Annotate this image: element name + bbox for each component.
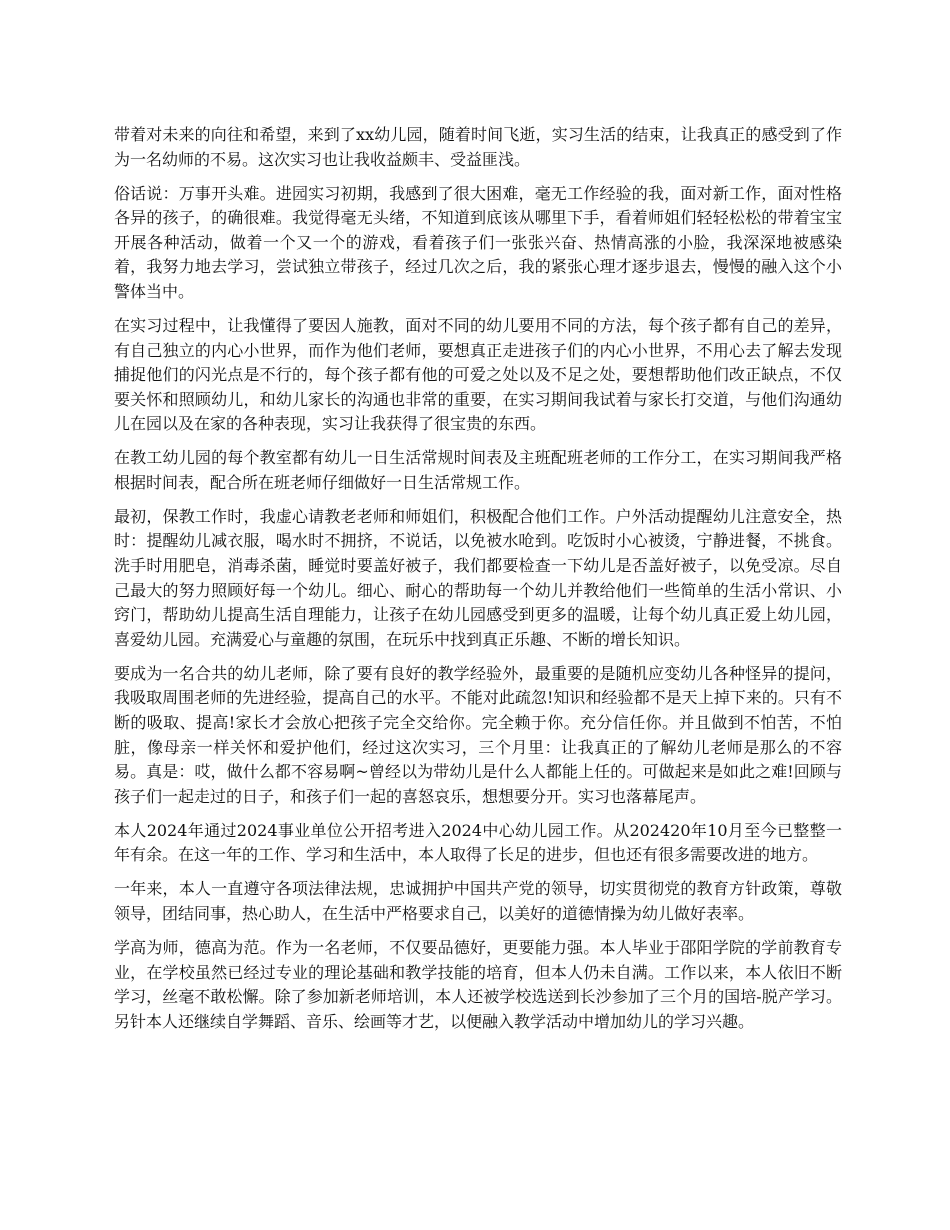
paragraph-8: 一年来，本人一直遵守各项法律法规，忠诚拥护中国共产党的领导，切实贯彻党的教育方针政策，尊敬领导，团结同事，热心助人，在生活中严格要求自己，以美好的道德情操为幼儿做好表率。 bbox=[114, 879, 842, 923]
paragraph-1: 带着对未来的向往和希望，来到了xx幼儿园，随着时间飞逝，实习生活的结束，让我真正的感受到了作为一名幼师的不易。这次实习也让我收益颇丰、受益匪浅。 bbox=[114, 125, 842, 169]
paragraph-2: 俗话说：万事开头难。进园实习初期，我感到了很大困难，毫无工作经验的我，面对新工作，面对性格各异的孩子，的确很难。我觉得毫无头绪，不知道到底该从哪里下手，看着师姐们轻轻松松的带着宝宝开展各种活动，做着一个又一个的游戏，看着孩子们一张张兴奋、热情高涨的小脸，我深深地被感染着，我努力地去学习，尝试独立带孩子，经过几次之后，我的紧张心理才逐步退去，慢慢的融入这个小警体当中。 bbox=[114, 183, 842, 301]
paragraph-3: 在实习过程中，让我懂得了要因人施教，面对不同的幼儿要用不同的方法，每个孩子都有自己的差异，有自己独立的内心小世界，而作为他们老师，要想真正走进孩子们的内心小世界，不用心去了解去发现捕捉他们的闪光点是不行的，每个孩子都有他的可爱之处以及不足之处，要想帮助他们改正缺点，不仅要关怀和照顾幼儿，和幼儿家长的沟通也非常的重要，在实习期间我试着与家长打交道，与他们沟通幼儿在园以及在家的各种表现，实习让我获得了很宝贵的东西。 bbox=[114, 315, 842, 434]
paragraph-5: 最初，保教工作时，我虚心请教老老师和师姐们，积极配合他们工作。户外活动提醒幼儿注意安全，热时：提醒幼儿减衣服，喝水时不拥挤，不说话，以免被水呛到。吃饭时小心被烫，宁静进餐，不挑食。洗手时用肥皂，消毒杀菌，睡觉时要盖好被子，我们都要检查一下幼儿是否盖好被子，以免受凉。尽自己最大的努力照顾好每一个幼儿。细心、耐心的帮助每一个幼儿并教给他们一些简单的生活小常识、小窍门，帮助幼儿提高生活自理能力，让孩子在幼儿园感受到更多的温暖，让每个幼儿真正爱上幼儿园，喜爱幼儿园。充满爱心与童趣的氛围，在玩乐中找到真正乐趣、不断的增长知识。 bbox=[114, 506, 842, 649]
paragraph-4: 在教工幼儿园的每个教室都有幼儿一日生活常规时间表及主班配班老师的工作分工，在实习期间我严格根据时间表，配合所在班老师仔细做好一日生活常规工作。 bbox=[114, 448, 842, 492]
paragraph-9: 学高为师，德高为范。作为一名老师，不仅要品德好，更要能力强。本人毕业于邵阳学院的学前教育专业，在学校虽然已经过专业的理论基础和教学技能的培育，但本人仍未自满。工作以来，本人依旧不断学习，丝毫不敢松懈。除了参加新老师培训，本人还被学校选送到长沙参加了三个月的国培-脱产学习。另针本人还继续自学舞蹈、音乐、绘画等才艺，以便融入教学活动中增加幼儿的学习兴趣。 bbox=[114, 937, 842, 1031]
document-body bbox=[114, 123, 842, 1044]
paragraph-7: 本人2024年通过2024事业单位公开招考进入2024中心幼儿园工作。从202420年10月至今已整整一年有余。在这一年的工作、学习和生活中，本人取得了长足的进步，但也还有很多需要改进的地方。 bbox=[114, 820, 842, 865]
paragraph-6: 要成为一名合共的幼儿老师，除了要有良好的教学经验外，最重要的是随机应变幼儿各种怪异的提问，我吸取周围老师的先进经验，提高自己的水平。不能对此疏忽!知识和经验都不是天上掉下来的。只有不断的吸取、提高!家长才会放心把孩子完全交给你。完全赖于你。充分信任你。并且做到不怕苦，不怕脏，像母亲一样关怀和爱护他们，经过这次实习，三个月里：让我真正的了解幼儿老师是那么的不容易。真是：哎，做什么都不容易啊~曾经以为带幼儿是什么人都能上任的。可做起来是如此之难!回顾与孩子们一起走过的日子，和孩子们一起的喜怒哀乐，想想要分开。实习也落幕尾声。 bbox=[114, 663, 842, 806]
